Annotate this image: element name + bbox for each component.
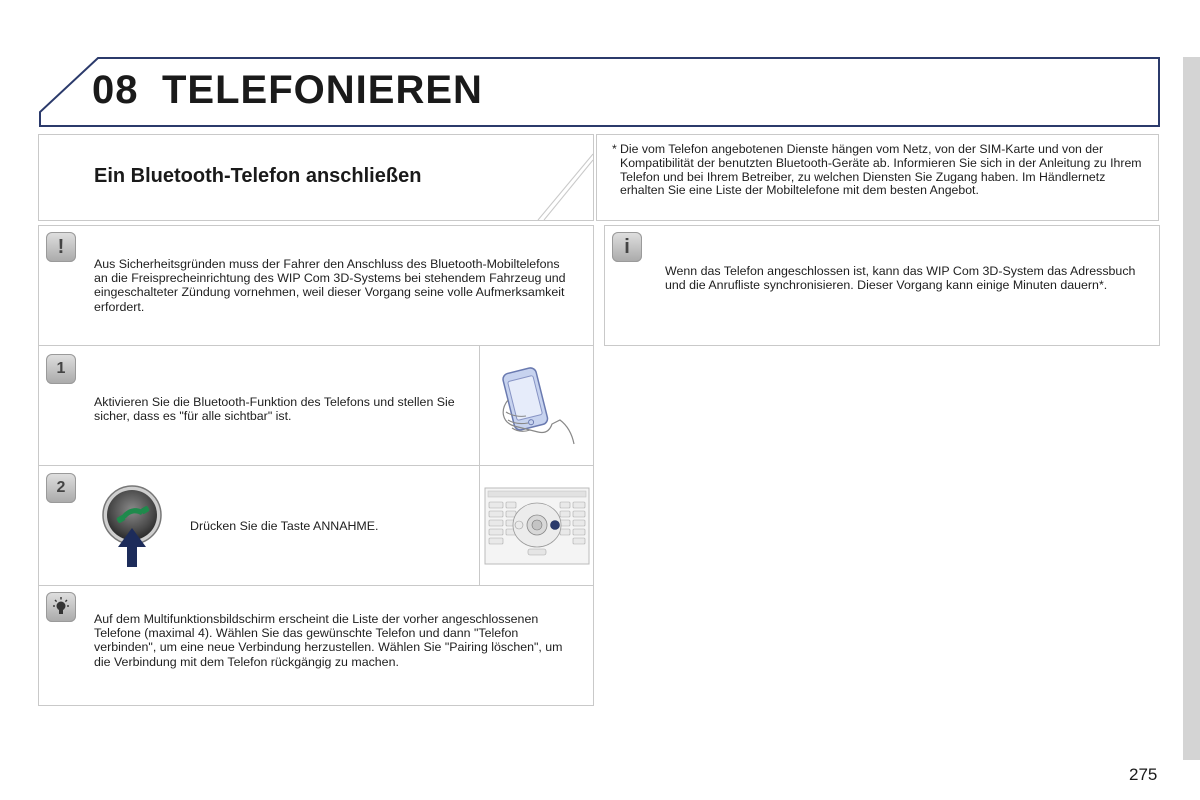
exclamation-icon [46,232,76,262]
tip-text: Auf dem Multifunktionsbildschirm erscheint die Liste der vorher angeschlossenen Telefone (maximal 4). Wählen Sie das gewünschte Telefon und dann "Telefon verbinden", um eine neue Verbindung herzustellen. Wählen Sie "Pairing löschen", um die Verbindung mit dem Telefon rückgängig zu machen. [94,612,563,669]
step-2-number-icon [46,473,76,503]
chapter-number: 08 [92,68,139,112]
dashboard-control-panel-icon [484,487,590,565]
hand-holding-phone-icon [494,360,584,455]
info-glyph: i [624,235,630,258]
step-1-text: Aktivieren Sie die Bluetooth-Funktion des Telefons und stellen Sie sicher, dass es "für alle sichtbar" ist. [94,395,455,424]
footnote-marker: * [612,142,617,156]
chapter-title: TELEFONIEREN [162,68,483,112]
lightbulb-icon [46,592,76,622]
section-title-corner-decoration [530,134,596,222]
section-title: Ein Bluetooth-Telefon anschließen [94,165,422,187]
exclamation-glyph: ! [57,235,65,258]
step-2-number: 2 [56,479,66,496]
warning-text: Aus Sicherheitsgründen muss der Fahrer den Anschluss des Bluetooth-Mobiltelefons an die Freisprecheinrichtung des WIP Com 3D-Systems bei stehendem Fahrzeug und eingeschalteter Zündung vornehmen, weil dieser Vorgang seine volle Aufmerksamkeit erfordert. [94,257,566,314]
step-1-number-icon [46,354,76,384]
page-number: 275 [1129,765,1158,784]
info-icon [612,232,642,262]
footnote [612,143,1142,198]
step-1-number: 1 [56,360,66,377]
answer-call-button-icon [100,485,168,571]
step-2-text: Drücken Sie die Taste ANNAHME. [190,519,379,533]
lightbulb-glyph [50,596,72,618]
page-edge-bar [1183,57,1200,760]
info-text: Wenn das Telefon angeschlossen ist, kann das WIP Com 3D-System das Adressbuch und die Anrufliste synchronisieren. Dieser Vorgang kann einige Minuten dauern*. [665,264,1136,293]
footnote-text: Die vom Telefon angebotenen Dienste hängen vom Netz, von der SIM-Karte und von der Kompatibilität der benutzten Bluetooth-Geräte ab. Informieren Sie sich in der Anleitung zu Ihrem Telefon und bei Ihrem Betreiber, zu welchen Diensten Sie Zugang haben. Im Händlernetz erhalten Sie eine Liste der Mobiltelefone mit dem besten Angebot. [620,142,1142,198]
